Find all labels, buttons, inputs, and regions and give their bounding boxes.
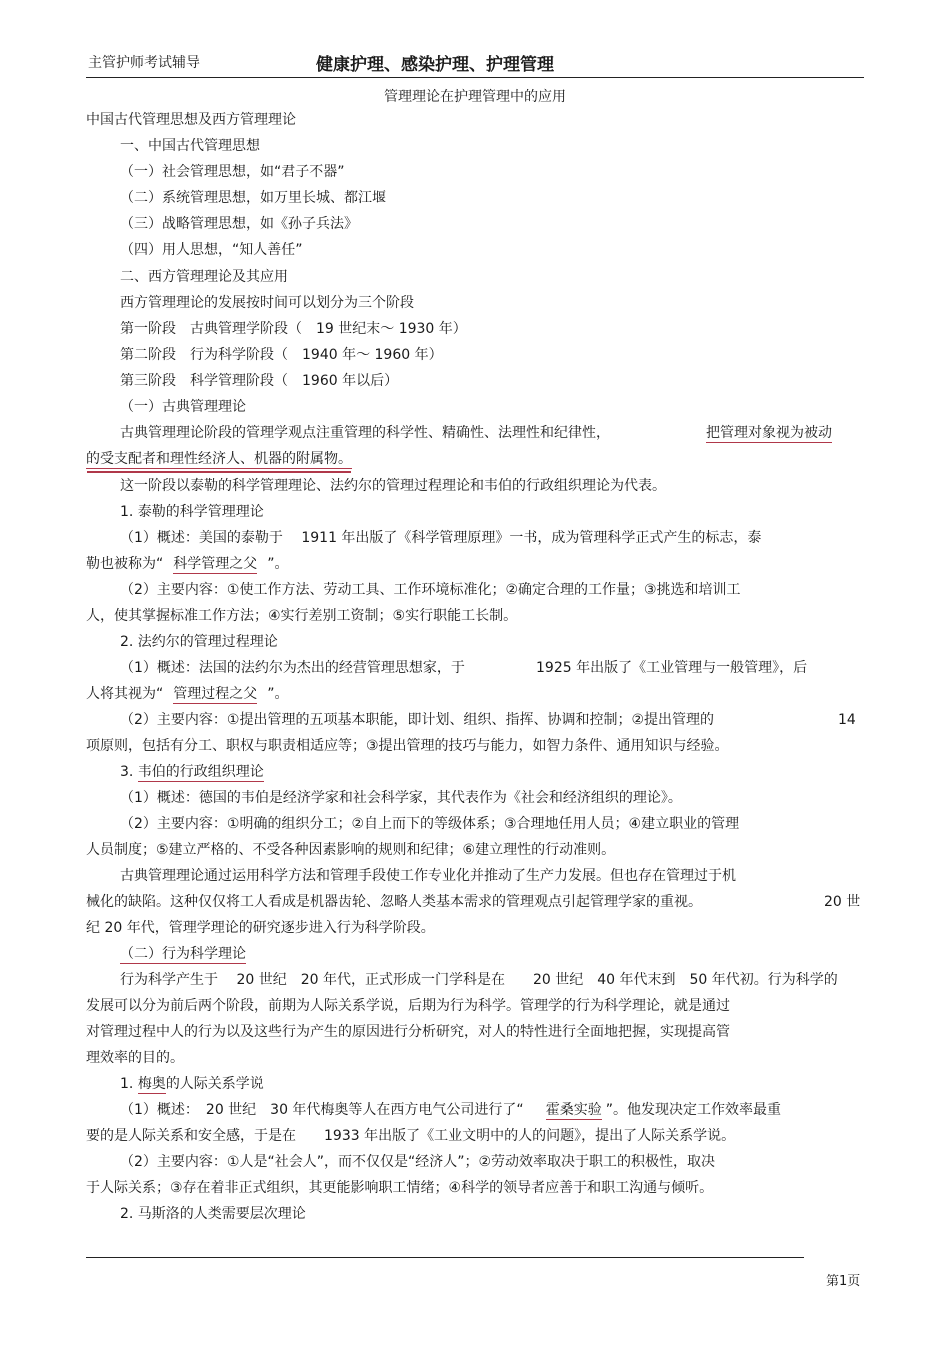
highlighted-text (706, 424, 832, 442)
paragraph-line: （2）主要内容：①提出管理的五项基本职能，即计划、组织、指挥、协调和控制；②提出管理的 (120, 712, 715, 728)
underlined-phrase: 梅奥 (137, 1076, 166, 1092)
text-run: ”。他发现决定工作效率最重 (605, 1102, 781, 1118)
paragraph-line: 古典管理理论阶段的管理学观点注重管理的科学性、精确性、法理性和纪律性， (120, 425, 610, 441)
header-title: 健康护理、感染护理、护理管理 (316, 55, 554, 75)
paragraph-line: 械化的缺陷。这种仅仅将工人看成是机器齿轮、忽略人类基本需求的管理观点引起管理学家的重视。 (86, 894, 702, 910)
stage-line: 第一阶段 古典管理学阶段（ 19 世纪末～ 1930 年） (120, 321, 467, 337)
underlined-phrase: 科学管理之父 (173, 556, 258, 572)
list-item: （一）社会管理思想，如“君子不器” (120, 164, 345, 180)
text-run: 3. (120, 764, 138, 780)
section-heading: 中国古代管理思想及西方管理理论 (86, 112, 296, 128)
paragraph-line: 纪 20 年代，管理学理论的研究逐步进入行为科学阶段。 (86, 920, 435, 936)
paragraph-line: 这一阶段以泰勒的科学管理理论、法约尔的管理过程理论和韦伯的行政组织理论为代表。 (120, 478, 666, 494)
paragraph-line: 发展可以分为前后两个阶段，前期为人际关系学说，后期为行为科学。管理学的行为科学理论，就是通过 (86, 998, 730, 1014)
text-run: （1）概述： 20 世纪 30 年代梅奥等人在西方电气公司进行了“ (120, 1102, 524, 1118)
paragraph-line: 要的是人际关系和安全感，于是在 1933 年出版了《工业文明中的人的问题》，提出了人际关系学说。 (86, 1128, 736, 1144)
highlighted-text (86, 450, 352, 468)
subheading (120, 1075, 264, 1093)
paragraph-line: 西方管理理论的发展按时间可以划分为三个阶段 (120, 295, 414, 311)
paragraph-line: 于人际关系；③存在着非正式组织，其更能影响职工情绪；④科学的领导者应善于和职工沟通与倾听。 (86, 1180, 714, 1196)
header-rule (86, 77, 864, 78)
paragraph-line: 古典管理理论通过运用科学方法和管理手段使工作专业化并推动了生产力发展。但也存在管理过于机 (120, 868, 736, 884)
text-run: 人将其视为“ (86, 686, 164, 702)
paragraph-line: 14 (838, 712, 856, 728)
stage-line: 第二阶段 行为科学阶段（ 1940 年～ 1960 年） (120, 347, 443, 363)
footer-rule (86, 1257, 804, 1258)
subheading (120, 763, 264, 781)
paragraph-line: （1）概述：美国的泰勒于 1911 年出版了《科学管理原理》一书，成为管理科学正式产生的标志，泰 (120, 530, 762, 546)
list-item: （四）用人思想，“知人善任” (120, 242, 303, 258)
subheading: 1. 泰勒的科学管理理论 (120, 504, 264, 520)
text-run: 的人际关系学说 (165, 1076, 264, 1092)
header-left: 主管护师考试辅导 (88, 55, 200, 71)
paragraph-line: 行为科学产生于 20 世纪 20 年代，正式形成一门学科是在 20 世纪 40 年代末到 50 年代初。行为科学的 (120, 972, 838, 988)
underlined-phrase: （二）行为科学理论 (120, 946, 246, 962)
subheading: 2. 法约尔的管理过程理论 (120, 634, 278, 650)
paragraph-line: （2）主要内容：①使工作方法、劳动工具、工作环境标准化；②确定合理的工作量；③挑选和培训工 (120, 582, 741, 598)
paragraph-line: （2）主要内容：①人是“社会人”，而不仅仅是“经济人”；②劳动效率取决于职工的积极性，取决 (120, 1154, 716, 1170)
text-run: ”。 (267, 686, 289, 702)
subheading (120, 945, 246, 963)
paragraph-line: 项原则，包括有分工、职权与职责相适应等；③提出管理的技巧与能力，如智力条件、通用知识与经验。 (86, 738, 729, 754)
paragraph-line: 1925 年出版了《工业管理与一般管理》，后 (536, 660, 808, 676)
subheading: 2. 马斯洛的人类需要层次理论 (120, 1206, 306, 1222)
underlined-phrase: 管理过程之父 (173, 686, 258, 702)
paragraph-line: 理效率的目的。 (86, 1050, 184, 1066)
paragraph-line: 人员制度；⑤建立严格的、不受各种因素影响的规则和纪律；⑥建立理性的行动准则。 (86, 842, 616, 858)
text-run: ”。 (267, 556, 289, 572)
paragraph-line: 20 世 (824, 894, 861, 910)
paragraph-line: （2）主要内容：①明确的组织分工；②自上而下的等级体系；③合理地任用人员；④建立职业的管理 (120, 816, 740, 832)
document-title: 管理理论在护理管理中的应用 (384, 89, 566, 105)
subheading: 二、西方管理理论及其应用 (120, 269, 288, 285)
stage-line: 第三阶段 科学管理阶段（ 1960 年以后） (120, 373, 399, 389)
underlined-phrase: 的受支配者和理性经济人、机器的附属物。 (86, 451, 352, 467)
paragraph-line (86, 685, 289, 703)
paragraph-line (120, 1101, 781, 1119)
page-number: 第1页 (826, 1274, 861, 1289)
paragraph-line (86, 555, 289, 573)
paragraph-line: （1）概述：德国的韦伯是经济学家和社会科学家，其代表作为《社会和经济组织的理论》。 (120, 790, 682, 806)
subheading: 一、中国古代管理思想 (120, 138, 260, 154)
underlined-phrase: 把管理对象视为被动 (706, 425, 832, 441)
paragraph-line: （1）概述：法国的法约尔为杰出的经营管理思想家，于 (120, 660, 465, 676)
paragraph-line: 人，使其掌握标准工作方法；④实行差别工资制；⑤实行职能工长制。 (86, 608, 518, 624)
underlined-phrase: 韦伯的行政组织理论 (137, 764, 264, 780)
text-run: 1. (120, 1076, 138, 1092)
underlined-phrase: 霍桑实验 (545, 1102, 602, 1118)
list-item: （三）战略管理思想，如《孙子兵法》 (120, 216, 358, 232)
text-run: 勒也被称为“ (86, 556, 164, 572)
subheading: （一）古典管理理论 (120, 399, 246, 415)
paragraph-line: 对管理过程中人的行为以及这些行为产生的原因进行分析研究，对人的特性进行全面地把握，实现提高管 (86, 1024, 730, 1040)
list-item: （二）系统管理思想，如万里长城、都江堰 (120, 190, 386, 206)
